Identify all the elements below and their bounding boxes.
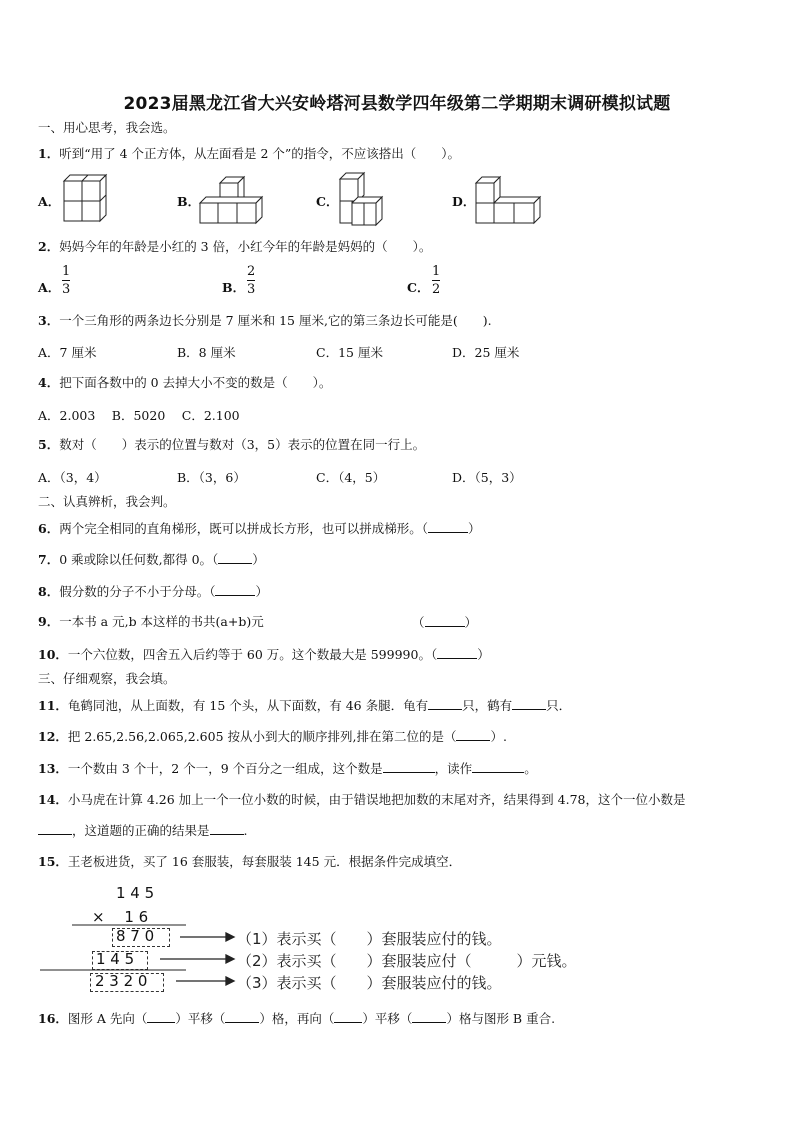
answer-blank[interactable] (147, 1010, 175, 1023)
question-text: 两个完全相同的直角梯形，既可以拼成长方形，也可以拼成梯形。（ (59, 521, 428, 536)
question-number: 3． (38, 313, 60, 328)
fraction-numerator: 2 (247, 264, 256, 279)
note-1: （1）表示买（ ）套服装应付的钱。 (237, 930, 502, 948)
fraction-denominator: 3 (247, 282, 256, 297)
paren-close: ） (464, 615, 478, 630)
answer-blank[interactable] (225, 1010, 259, 1023)
option-a-label: A． (38, 280, 61, 295)
paren-close: ） (255, 584, 268, 599)
question-number: 9． (38, 614, 60, 629)
paren-close: ） (477, 647, 490, 662)
option-b-label: B． (177, 194, 201, 209)
page-title: 2023届黑龙江省大兴安岭塔河县数学四年级第二学期期末调研模拟试题 (123, 94, 671, 114)
fraction-numerator: 1 (62, 264, 71, 279)
option-c: C．（4，5） (316, 470, 386, 485)
question-text: 图形 A 先向（ (67, 1011, 148, 1026)
question-number: 1． (38, 146, 60, 161)
partial-product-2: 1 4 5 (96, 950, 135, 968)
product-total: 2 3 2 0 (95, 972, 148, 990)
question-text: 一个六位数，四舍五入后约等于 60 万。这个数最大是 599990。（ (67, 647, 438, 662)
question-number: 5． (38, 437, 60, 452)
question-number: 12． (38, 729, 68, 744)
question-text: 把 2.65,2.56,2.065,2.605 按从小到大的顺序排列,排在第二位的是（ (67, 729, 457, 744)
question-number: 10． (38, 647, 68, 662)
option-d: D．（5，3） (452, 470, 522, 485)
question-number: 4． (38, 375, 60, 390)
question-text-tail: 。 (524, 761, 537, 776)
option-a-label: A． (38, 194, 61, 209)
question-text: 0 乘或除以任何数,都得 0。（ (59, 552, 219, 567)
question-text: 把下面各数中的 0 去掉大小不变的数是（ ）。 (59, 375, 332, 390)
question-number: 8． (38, 584, 60, 599)
question-number: 7． (38, 552, 60, 567)
option-a: A．7 厘米 (38, 345, 97, 360)
options-row: A．2.003 B．5020 C．2.100 (38, 408, 240, 423)
question-text-mid: 只，鹤有 (462, 698, 513, 713)
option-b-label: B． (222, 280, 246, 295)
question-16 (38, 1010, 555, 1027)
option-d: D．25 厘米 (452, 345, 520, 360)
question-number: 6． (38, 521, 60, 536)
option-c: C．15 厘米 (316, 345, 383, 360)
question-text: 王老板进货，买了 16 套服装，每套服装 145 元．根据条件完成填空． (67, 854, 462, 869)
note-3: （3）表示买（ ）套服装应付的钱。 (237, 974, 502, 992)
answer-blank[interactable] (412, 1010, 446, 1023)
fraction-denominator: 3 (62, 282, 71, 297)
partial-product-1: 8 7 0 (116, 927, 155, 945)
paren-close: ）. (490, 729, 507, 744)
fraction-denominator: 2 (432, 282, 441, 297)
question-number: 2． (38, 239, 60, 254)
question-number: 13． (38, 761, 68, 776)
question-text: 一个三角形的两条边长分别是 7 厘米和 15 厘米,它的第三条边长可能是( ). (59, 313, 492, 328)
question-text-tail: 只． (546, 698, 572, 713)
option-b: B．（3，6） (177, 470, 246, 485)
question-text: 一本书 a 元,b 本这样的书共(a+b)元 (59, 614, 264, 629)
option-b: B．8 厘米 (177, 345, 236, 360)
question-number: 16． (38, 1011, 68, 1026)
question-number: 15． (38, 854, 68, 869)
question-text: 数对（ ）表示的位置与数对（3，5）表示的位置在同一行上。 (59, 437, 426, 452)
question-number: 11． (38, 698, 68, 713)
multiplier: × 1 6 (92, 908, 149, 926)
question-text: 假分数的分子不小于分母。（ (59, 584, 216, 599)
question-text: ）平移（ (362, 1011, 413, 1026)
question-text: 一个数由 3 个十，2 个一，9 个百分之一组成，这个数是 (67, 761, 383, 776)
option-d-label: D． (452, 194, 476, 209)
section-heading-3: 三、仔细观察，我会填。 (38, 671, 176, 686)
question-text-mid: ，读作 (434, 761, 473, 776)
question-text: ）格，再向（ (259, 1011, 335, 1026)
section-heading-1: 一、用心思考，我会选。 (38, 120, 176, 135)
question-text: 小马虎在计算 4.26 加上一个一位小数的时候，由于错误地把加数的末尾对齐，结果得到 4.78，这个一位小数是 (67, 792, 686, 807)
paren-open: （ (412, 615, 425, 630)
question-text: 龟鹤同池，从上面数，有 15 个头，从下面数，有 46 条腿．龟有 (67, 698, 429, 713)
section-heading-2: 二、认真辨析，我会判。 (38, 494, 176, 509)
option-a: A．（3，4） (38, 470, 107, 485)
note-2: （2）表示买（ ）套服装应付（ ）元钱。 (237, 952, 577, 970)
question-text: ）平移（ (175, 1011, 226, 1026)
answer-blank[interactable] (334, 1010, 362, 1023)
paren-close: ） (252, 552, 265, 567)
question-text-tail: ）格与图形 B 重合. (446, 1011, 556, 1026)
option-c-label: C． (407, 280, 430, 295)
fraction-numerator: 1 (432, 264, 441, 279)
question-text: ，这道题的正确的结果是 (72, 823, 210, 838)
question-text: 妈妈今年的年龄是小红的 3 倍，小红今年的年龄是妈妈的（ ）。 (59, 239, 432, 254)
option-c-label: C． (316, 194, 339, 209)
multiplicand: 1 4 5 (116, 884, 155, 902)
question-text: 听到“用了 4 个正方体，从左面看是 2 个”的指令，不应该搭出（ ）。 (59, 146, 461, 161)
question-text-tail: . (243, 823, 248, 838)
paren-close: ） (467, 521, 481, 536)
question-number: 14． (38, 792, 68, 807)
